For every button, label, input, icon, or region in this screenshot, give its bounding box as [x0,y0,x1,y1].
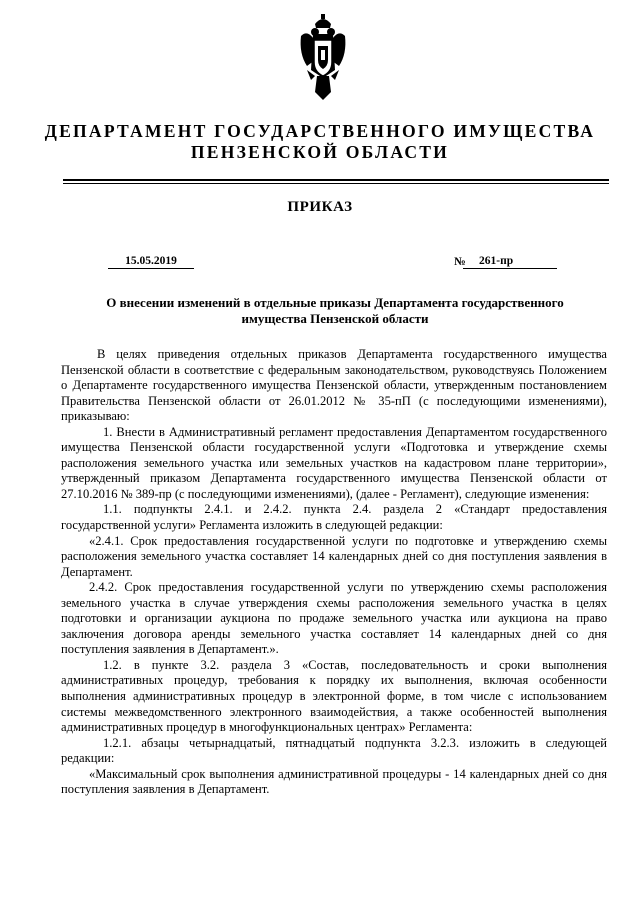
paragraph-quote-max-term: «Максимальный срок выполнения административной процедуры - 14 календарных дней со дня поступления заявления в Департамент. [61,766,607,797]
paragraph-item-1-1: 1.1. подпункты 2.4.1. и 2.4.2. пункта 2.4. раздела 2 «Стандарт предоставления государственной услуги» Регламента изложить в следующей редакции: [61,502,607,533]
subject-line-1: О внесении изменений в отдельные приказы Департамента государственного [106,295,564,310]
header-rule-thin [63,183,609,184]
department-line-1: ДЕПАРТАМЕНТ ГОСУДАРСТВЕННОГО ИМУЩЕСТВА [44,121,596,141]
subject-line-2: имущества Пензенской области [241,311,429,326]
order-subject [60,295,610,327]
paragraph-preamble: В целях приведения отдельных приказов Департамента государственного имущества Пензенской области в соответствие с федеральным законодательством, руководствуясь Положением о Департаменте государственного имущества Пензенской области, утвержденным постановлением Правительства Пензенской области от 26.01.2012 № 35-пП (с последующими изменениями), приказываю: [61,347,607,424]
paragraph-quote-2-4-2: 2.4.2. Срок предоставления государственной услуги по утверждению схемы расположения земельного участка в случае утверждения схемы расположения земельного участка в целях подготовки и организации аукциона по продаже земельного участка или аукциона на право заключения договора аренды земельного участка составляет 14 календарных дней со дня поступления заявления в Департамент.». [61,580,607,657]
order-number: 261-пр [463,255,557,269]
department-line-2: ПЕНЗЕНСКОЙ ОБЛАСТИ [190,142,450,162]
coat-of-arms-icon [297,14,349,100]
department-name [0,121,640,163]
header-rule-thick [63,179,609,181]
paragraph-quote-2-4-1: «2.4.1. Срок предоставления государственной услуги по подготовке и утверждению схемы расположения земельного участка составляет 14 календарных дней со дня поступления заявления в Департамент. [61,533,607,579]
paragraph-item-1-2-1: 1.2.1. абзацы четырнадцатый, пятнадцатый подпункта 3.2.3. изложить в следующей редакции: [61,735,607,766]
order-body [61,347,607,798]
paragraph-item-1-2: 1.2. в пункте 3.2. раздела 3 «Состав, последовательность и сроки выполнения административных процедур, требования к порядку их выполнения, включая особенности выполнения административных процедур в электронной форме, в том числе с использованием системы межведомственного электронного взаимодействия, а также особенностей выполнения административных процедур в многофункциональных центрах» Регламента: [61,657,607,735]
order-number-sign: № [454,256,466,268]
order-date: 15.05.2019 [108,255,194,269]
paragraph-item-1: 1. Внести в Административный регламент предоставления Департаментом государственного имущества Пензенской области государственной услуги «Подготовка и утверждение схемы расположения земельного участка или земельных участков на кадастровом плане территории», утвержденный приказом Департамента государственного имущества Пензенской области от 27.10.2016 № 389-пр (с последующими изменениями), (далее - Регламент), следующие изменения: [61,424,607,501]
order-title: ПРИКАЗ [287,199,353,215]
